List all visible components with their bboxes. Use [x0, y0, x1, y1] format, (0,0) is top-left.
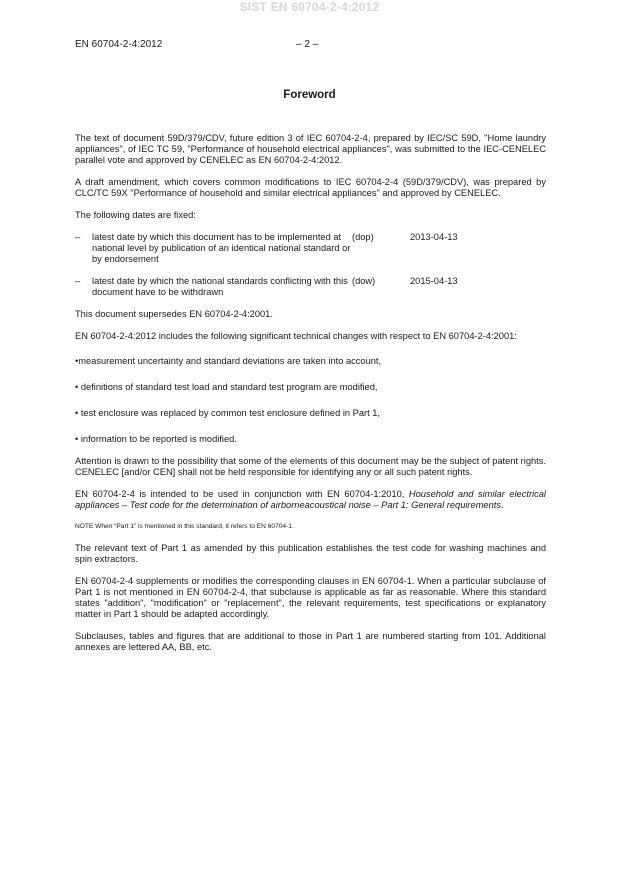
- date-item-text: latest date by which the national standards conflicting with this document have to be withdrawn: [92, 276, 348, 297]
- date-item-dash: –: [75, 276, 81, 286]
- header-page-number: – 2 –: [296, 39, 319, 50]
- paragraph-conjunction: [75, 489, 546, 511]
- date-item-dop: [75, 232, 546, 265]
- paragraph-relevant-text: The relevant text of Part 1 as amended by this publication establishes the test code for washing machines and spin extractors.: [75, 543, 546, 564]
- date-item-text: latest date by which this document has to be implemented at national level by publication of an identical national standard or by endorsement: [92, 232, 351, 264]
- date-item-date: 2013-04-13: [410, 232, 458, 242]
- date-item-abbr: (dop): [352, 232, 374, 242]
- paragraph-supersedes: This document supersedes EN 60704-2-4:2001.: [75, 309, 273, 319]
- referenced-standard-title: Household and similar electrical appliances – Test code for the determination of airborneacoustical noise – Part 1: General requirements: [75, 489, 546, 510]
- page-title: Foreword: [283, 89, 336, 101]
- date-item-abbr: (dow): [352, 276, 376, 286]
- paragraph-numbering: Subclauses, tables and figures that are additional to those in Part 1 are numbered starting from 101. Additional annexes are lettered AA, BB, etc.: [75, 631, 546, 652]
- conjunction-suffix: .: [501, 500, 504, 510]
- paragraph-changes-intro: EN 60704-2-4:2012 includes the following significant technical changes with respect to EN 60704-2-4:2001:: [75, 331, 517, 341]
- change-item: • definitions of standard test load and standard test program are modified,: [75, 382, 378, 392]
- date-item-date: 2015-04-13: [410, 276, 458, 286]
- date-item-dow: [75, 276, 546, 298]
- change-item: • information to be reported is modified.: [75, 434, 237, 444]
- change-item: •measurement uncertainty and standard deviations are taken into account,: [75, 356, 382, 366]
- foreword-body: [75, 133, 546, 664]
- conjunction-prefix: EN 60704-2-4 is intended to be used in conjunction with EN 60704-1:2010,: [75, 489, 409, 499]
- paragraph-draft-amendment: A draft amendment, which covers common modifications to IEC 60704-2-4 (59D/379/CDV), was prepared by CLC/TC 59X "Performance of household and similar electrical appliances" and approved by CENELEC.: [75, 177, 546, 198]
- paragraph-dates-intro: The following dates are fixed:: [75, 210, 196, 220]
- header-doc-id: EN 60704-2-4:2012: [75, 39, 163, 50]
- paragraph-supplements: EN 60704-2-4 supplements or modifies the corresponding clauses in EN 60704-1. When a particular subclause of Part 1 is not mentioned in EN 60704-2-4, that subclause is applicable as far as reasonable. Where this standard states "addition", "modification" or "replacement", the relevant requirements, test specifications or explanatory matter in Part 1 should be adapted accordingly.: [75, 576, 546, 619]
- paragraph-document-origin: The text of document 59D/379/CDV, future edition 3 of IEC 60704-2-4, prepared by IEC/SC 59D, "Home laundry appliances", of IEC TC 59, "Performance of household electrical appliances", was submitted to the IEC-CENELEC parallel vote and approved by CENELEC as EN 60704-2-4:2012.: [75, 133, 546, 165]
- change-item: • test enclosure was replaced by common test enclosure defined in Part 1,: [75, 408, 381, 418]
- date-item-dash: –: [75, 232, 81, 242]
- paragraph-patent-rights: Attention is drawn to the possibility that some of the elements of this document may be the subject of patent rights. CENELEC [and/or CEN] shall not be held responsible for identifying any or all such patent rights.: [75, 456, 546, 477]
- note: NOTE When “Part 1” is mentioned in this standard, it refers to EN 60704-1.: [75, 523, 294, 530]
- watermark: SIST EN 60704-2-4:2012: [239, 0, 380, 14]
